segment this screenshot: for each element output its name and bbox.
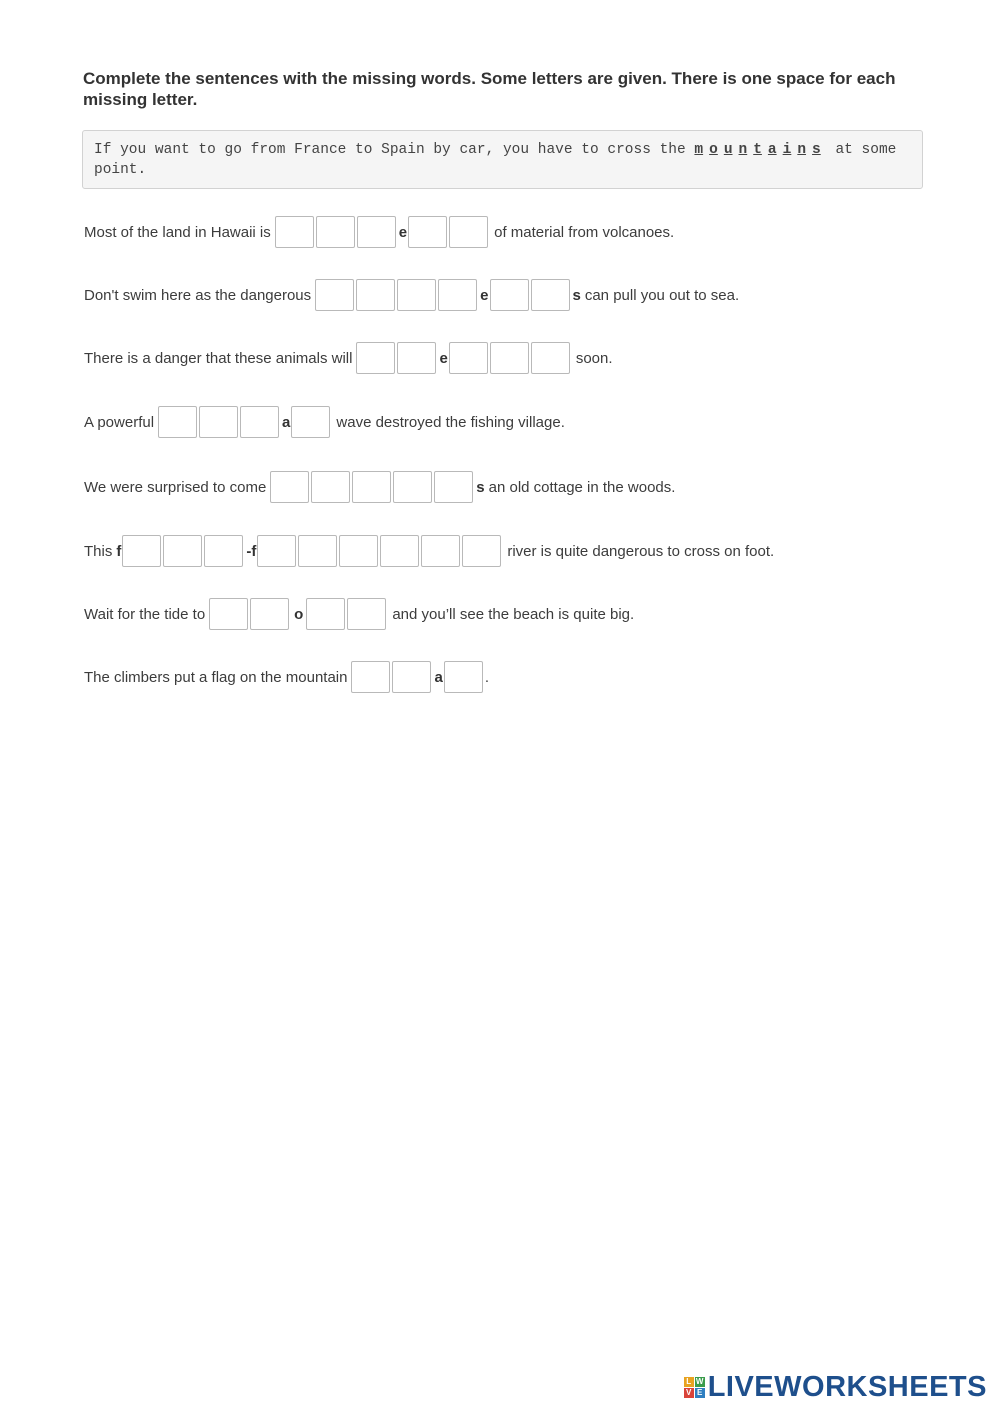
letter-box[interactable] [438, 279, 477, 311]
question-text: The climbers put a flag on the mountain [84, 668, 348, 686]
letter-box[interactable] [209, 598, 248, 630]
example-letter: s [812, 142, 821, 158]
letter-box[interactable] [531, 279, 570, 311]
question-8 [84, 660, 489, 694]
letter-box[interactable] [204, 535, 243, 567]
question-text: Most of the land in Hawaii is [84, 223, 271, 241]
letter-box[interactable] [531, 342, 570, 374]
example-box [82, 130, 923, 189]
logo-tile: W [695, 1376, 704, 1386]
question-text: A powerful [84, 413, 155, 431]
letter-box[interactable] [449, 216, 488, 248]
given-letter: e [398, 223, 408, 241]
question-4 [84, 405, 565, 439]
letter-box[interactable] [240, 406, 279, 438]
letter-box[interactable] [392, 661, 431, 693]
question-text: This [84, 542, 113, 560]
question-6 [84, 534, 774, 568]
logo-text: LIVEWORKSHEETS [707, 1370, 987, 1403]
letter-box[interactable] [250, 598, 289, 630]
question-text: Don't swim here as the dangerous [84, 286, 312, 304]
example-letter: o [709, 142, 718, 158]
letter-box[interactable] [291, 406, 330, 438]
letter-box[interactable] [490, 279, 529, 311]
letter-box[interactable] [311, 471, 350, 503]
given-letter: s [476, 478, 485, 496]
question-text: river is quite dangerous to cross on foot. [507, 542, 775, 560]
question-text: wave destroyed the fishing village. [336, 413, 565, 431]
example-before: If you want to go from France to Spain by car, you have to cross the [94, 142, 686, 158]
question-1 [84, 215, 674, 249]
example-letter: u [723, 142, 733, 158]
logo-tile: L [684, 1377, 694, 1387]
logo-tile: E [695, 1388, 705, 1398]
letter-box[interactable] [257, 535, 296, 567]
letter-box[interactable] [339, 535, 378, 567]
question-text: an old cottage in the woods. [488, 478, 676, 496]
example-letter: t [753, 142, 762, 158]
letter-box[interactable] [357, 216, 396, 248]
letter-box[interactable] [449, 342, 488, 374]
letter-box[interactable] [490, 342, 529, 374]
question-text: can pull you out to sea. [584, 286, 740, 304]
question-text: of material from volcanoes. [494, 223, 675, 241]
letter-box[interactable] [199, 406, 238, 438]
example-letter: n [797, 142, 807, 158]
letter-box[interactable] [163, 535, 202, 567]
question-text: There is a danger that these animals will [84, 349, 353, 367]
example-after: at some point. [94, 142, 897, 178]
question-2 [84, 278, 739, 312]
example-answer [694, 140, 826, 160]
letter-box[interactable] [306, 598, 345, 630]
letter-box[interactable] [356, 279, 395, 311]
letter-box[interactable] [351, 661, 390, 693]
letter-box[interactable] [434, 471, 473, 503]
letter-box[interactable] [315, 279, 354, 311]
question-7 [84, 597, 634, 631]
question-text: and you’ll see the beach is quite big. [392, 605, 635, 623]
letter-box[interactable] [397, 279, 436, 311]
letter-box[interactable] [270, 471, 309, 503]
given-letter: e [480, 286, 489, 304]
letter-box[interactable] [158, 406, 197, 438]
letter-box[interactable] [444, 661, 483, 693]
example-letter: m [694, 142, 704, 158]
example-letter: i [782, 142, 792, 158]
letter-box[interactable] [397, 342, 436, 374]
question-text: Wait for the tide to [84, 605, 206, 623]
given-letter: a [434, 668, 443, 686]
question-text: . [484, 668, 489, 686]
letter-box[interactable] [393, 471, 432, 503]
example-letter: a [767, 142, 777, 158]
letter-box[interactable] [347, 598, 386, 630]
letter-box[interactable] [356, 342, 395, 374]
liveworksheets-logo [684, 1371, 987, 1403]
example-letter: n [738, 142, 748, 158]
given-letter: f [116, 542, 122, 560]
logo-tile: V [684, 1388, 694, 1398]
letter-box[interactable] [408, 216, 447, 248]
letter-box[interactable] [421, 535, 460, 567]
question-text: We were surprised to come [84, 478, 267, 496]
instructions: Complete the sentences with the missing words. Some letters are given. There is one space for each missing letter. [83, 69, 896, 109]
question-text: soon. [575, 349, 613, 367]
letter-box[interactable] [275, 216, 314, 248]
question-3 [84, 341, 613, 375]
letter-box[interactable] [122, 535, 161, 567]
given-letter: o [294, 605, 304, 623]
given-letter: a [282, 413, 291, 431]
letter-box[interactable] [352, 471, 391, 503]
given-letter: s [572, 286, 581, 304]
question-5 [84, 470, 675, 504]
letter-box[interactable] [380, 535, 419, 567]
liveworksheets-logo-icon [684, 1377, 705, 1398]
letter-box[interactable] [316, 216, 355, 248]
letter-box[interactable] [462, 535, 501, 567]
letter-box[interactable] [298, 535, 337, 567]
given-letter: e [439, 349, 448, 367]
given-letter: -f [246, 542, 257, 560]
